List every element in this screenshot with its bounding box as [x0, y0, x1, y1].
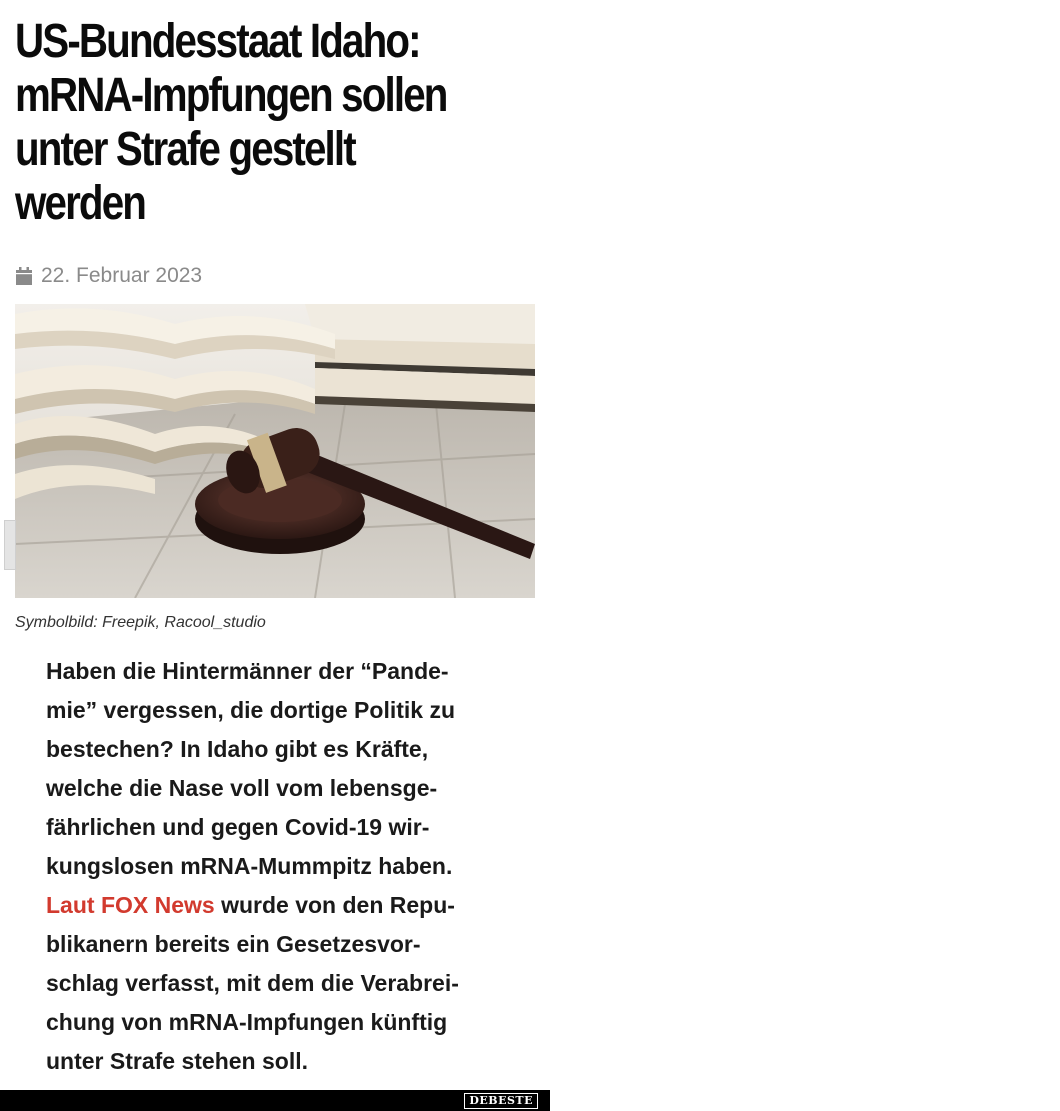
body-line: unter Strafe stehen soll.	[46, 1048, 309, 1074]
body-line: kungslosen mRNA-Mummpitz haben.	[46, 853, 453, 879]
headline-line: US-Bundesstaat Idaho:	[15, 15, 420, 68]
body-line: welche die Nase voll vom lebensge-	[46, 775, 438, 801]
body-line-text: wurde von den Repu-	[214, 892, 455, 918]
publish-date	[15, 263, 202, 289]
site-logo[interactable]: DEBESTE	[464, 1093, 538, 1109]
image-caption: Symbolbild: Freepik, Racool_studio	[15, 614, 266, 631]
headline-line: werden	[15, 177, 146, 230]
article-headline	[15, 15, 452, 234]
calendar-icon	[15, 266, 33, 286]
body-line: bestechen? In Idaho gibt es Kräfte,	[46, 736, 429, 762]
body-line: chung von mRNA-Impfungen künftig	[46, 1009, 448, 1035]
hero-image[interactable]	[15, 304, 535, 598]
body-line	[46, 886, 536, 925]
footer-bar	[0, 1090, 550, 1111]
body-line: schlag verfasst, mit dem die Verabrei-	[46, 970, 459, 996]
gavel-books-illustration	[15, 304, 535, 598]
body-line: mie” vergessen, die dortige Politik zu	[46, 697, 456, 723]
body-line: Haben die Hintermänner der “Pande-	[46, 658, 449, 684]
headline-line: unter Strafe gestellt	[15, 123, 355, 176]
body-line: fährlichen und gegen Covid-19 wir-	[46, 814, 430, 840]
article-body	[46, 652, 536, 1081]
publish-date-text: 22. Februar 2023	[41, 264, 203, 287]
side-watermark	[4, 520, 16, 570]
headline-line: mRNA-Impfungen sollen	[15, 69, 447, 122]
body-line: blikanern bereits ein Gesetzesvor-	[46, 931, 421, 957]
fox-news-link[interactable]: Laut FOX News	[46, 892, 215, 918]
